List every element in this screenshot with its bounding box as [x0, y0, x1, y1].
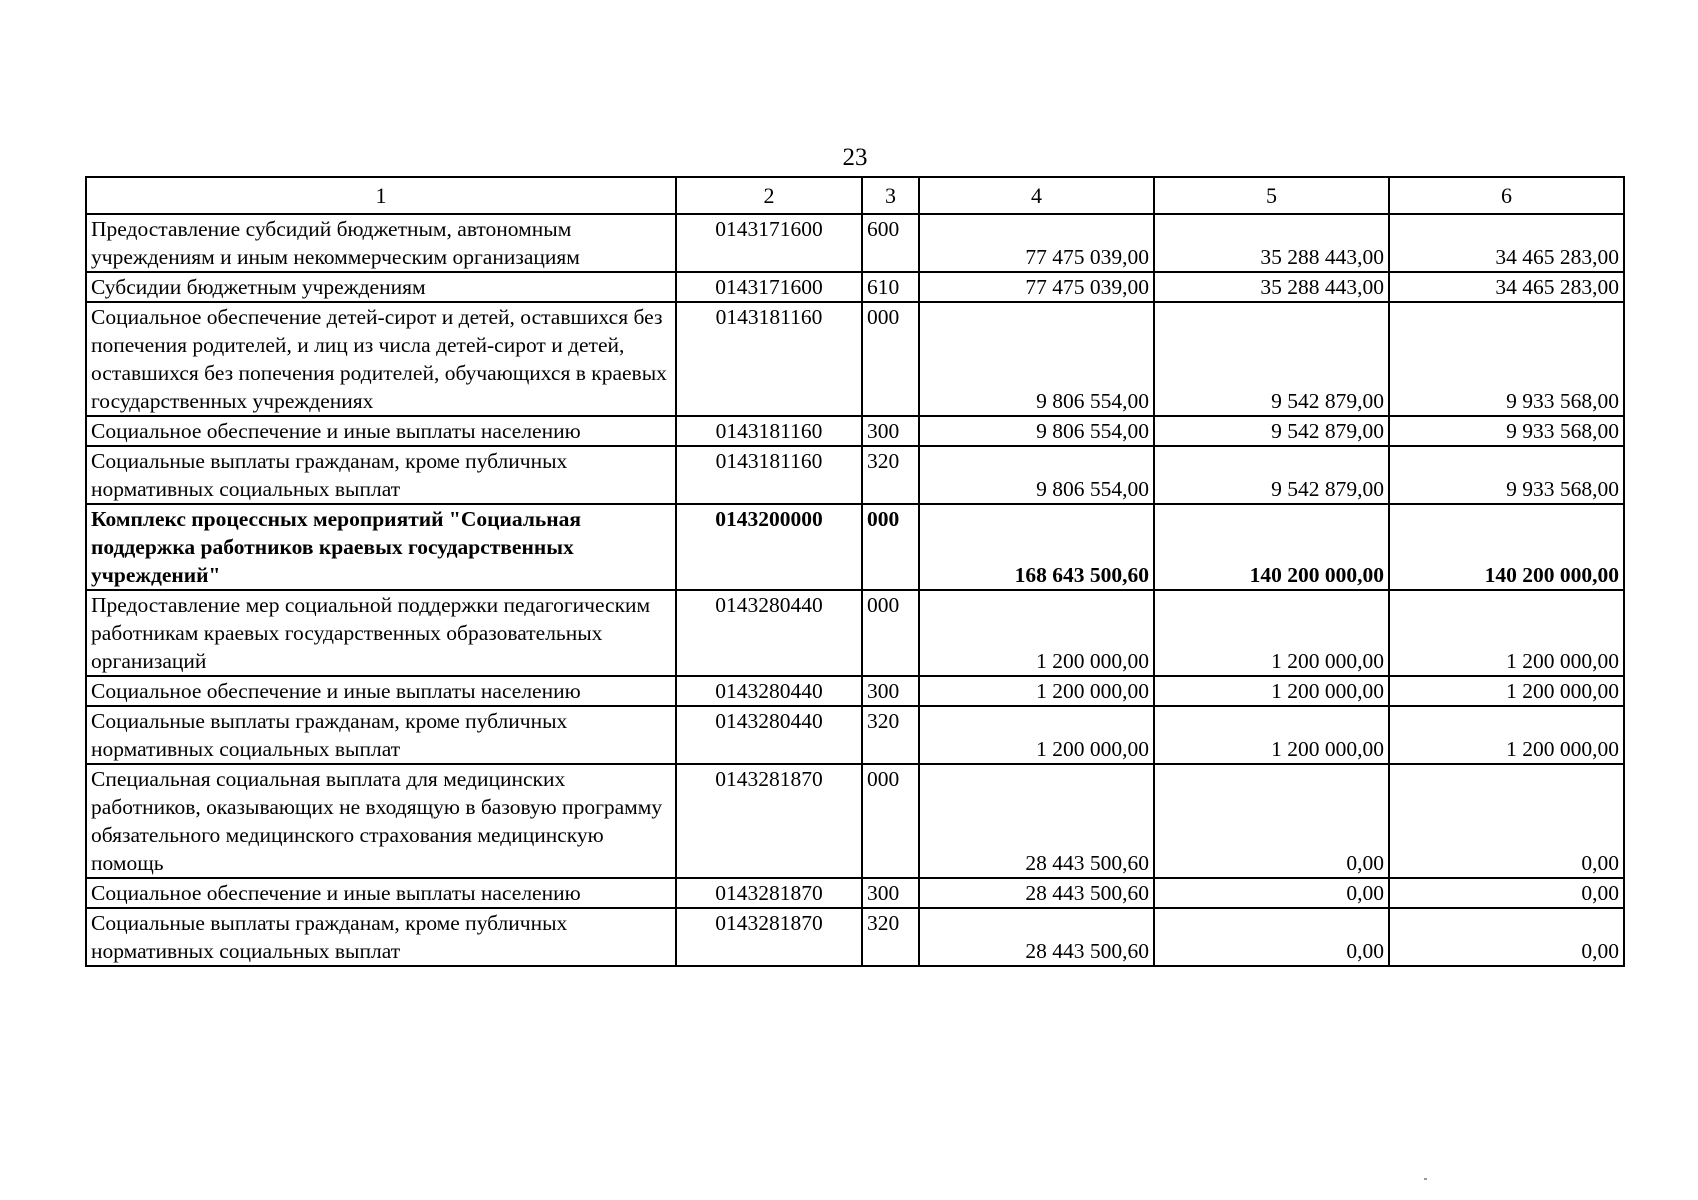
- table-row: [86, 878, 1624, 908]
- target-code-cell: 0143181160: [676, 416, 862, 446]
- amount-col5-cell: 0,00: [1154, 878, 1389, 908]
- expense-type-cell: 600: [862, 214, 919, 272]
- amount-col6-cell: 0,00: [1389, 878, 1624, 908]
- column-header-5: 5: [1154, 177, 1389, 214]
- expense-type-cell: 000: [862, 590, 919, 676]
- amount-col6-cell: 9 933 568,00: [1389, 446, 1624, 504]
- expense-type-cell: 610: [862, 272, 919, 302]
- table-row: [86, 706, 1624, 764]
- expense-type-cell: 000: [862, 302, 919, 416]
- column-header-6: 6: [1389, 177, 1624, 214]
- row-name-cell: Специальная социальная выплата для медицинских работников, оказывающих не входящую в базовую программу обязательного медицинского страхования медицинскую помощь: [86, 764, 676, 878]
- row-name-cell: Социальные выплаты гражданам, кроме публичных нормативных социальных выплат: [86, 706, 676, 764]
- target-code-cell: 0143200000: [676, 504, 862, 590]
- table-row: [86, 446, 1624, 504]
- amount-col4-cell: 1 200 000,00: [919, 590, 1154, 676]
- row-name-cell: Субсидии бюджетным учреждениям: [86, 272, 676, 302]
- target-code-cell: 0143171600: [676, 272, 862, 302]
- target-code-cell: 0143281870: [676, 764, 862, 878]
- column-header-2: 2: [676, 177, 862, 214]
- table-row: [86, 908, 1624, 966]
- budget-table: [85, 176, 1625, 967]
- target-code-cell: 0143281870: [676, 908, 862, 966]
- amount-col5-cell: 35 288 443,00: [1154, 272, 1389, 302]
- column-header-4: 4: [919, 177, 1154, 214]
- row-name-cell: Социальное обеспечение и иные выплаты населению: [86, 676, 676, 706]
- amount-col6-cell: 1 200 000,00: [1389, 706, 1624, 764]
- amount-col5-cell: 0,00: [1154, 908, 1389, 966]
- amount-col6-cell: 0,00: [1389, 764, 1624, 878]
- table-row: [86, 272, 1624, 302]
- amount-col6-cell: 34 465 283,00: [1389, 214, 1624, 272]
- amount-col4-cell: 1 200 000,00: [919, 676, 1154, 706]
- amount-col5-cell: 9 542 879,00: [1154, 416, 1389, 446]
- table-row: [86, 676, 1624, 706]
- expense-type-cell: 320: [862, 446, 919, 504]
- expense-type-cell: 320: [862, 908, 919, 966]
- target-code-cell: 0143280440: [676, 676, 862, 706]
- table-row: [86, 416, 1624, 446]
- row-name-cell: Предоставление субсидий бюджетным, автономным учреждениям и иным некоммерческим организациям: [86, 214, 676, 272]
- expense-type-cell: 300: [862, 878, 919, 908]
- row-name-cell: Социальные выплаты гражданам, кроме публичных нормативных социальных выплат: [86, 446, 676, 504]
- amount-col6-cell: 9 933 568,00: [1389, 416, 1624, 446]
- amount-col4-cell: 9 806 554,00: [919, 446, 1154, 504]
- expense-type-cell: 300: [862, 416, 919, 446]
- scan-speck: [1424, 1178, 1427, 1180]
- target-code-cell: 0143171600: [676, 214, 862, 272]
- amount-col6-cell: 1 200 000,00: [1389, 590, 1624, 676]
- amount-col4-cell: 9 806 554,00: [919, 416, 1154, 446]
- target-code-cell: 0143280440: [676, 706, 862, 764]
- table-row: [86, 214, 1624, 272]
- row-name-cell: Социальное обеспечение и иные выплаты населению: [86, 878, 676, 908]
- table-row: [86, 504, 1624, 590]
- table-row: [86, 764, 1624, 878]
- amount-col5-cell: 0,00: [1154, 764, 1389, 878]
- row-name-cell: Предоставление мер социальной поддержки педагогическим работникам краевых государственных образовательных организаций: [86, 590, 676, 676]
- amount-col5-cell: 9 542 879,00: [1154, 446, 1389, 504]
- row-name-cell: Социальное обеспечение и иные выплаты населению: [86, 416, 676, 446]
- amount-col5-cell: 35 288 443,00: [1154, 214, 1389, 272]
- amount-col4-cell: 28 443 500,60: [919, 764, 1154, 878]
- amount-col4-cell: 28 443 500,60: [919, 908, 1154, 966]
- table-row: [86, 302, 1624, 416]
- row-name-cell: Комплекс процессных мероприятий "Социальная поддержка работников краевых государственных учреждений": [86, 504, 676, 590]
- expense-type-cell: 000: [862, 764, 919, 878]
- column-header-1: 1: [86, 177, 676, 214]
- amount-col6-cell: 1 200 000,00: [1389, 676, 1624, 706]
- amount-col5-cell: 140 200 000,00: [1154, 504, 1389, 590]
- target-code-cell: 0143281870: [676, 878, 862, 908]
- expense-type-cell: 300: [862, 676, 919, 706]
- row-name-cell: Социальное обеспечение детей-сирот и детей, оставшихся без попечения родителей, и лиц из числа детей-сирот и детей, оставшихся без попечения родителей, обучающихся в краевых государственных учреждениях: [86, 302, 676, 416]
- target-code-cell: 0143280440: [676, 590, 862, 676]
- amount-col4-cell: 1 200 000,00: [919, 706, 1154, 764]
- target-code-cell: 0143181160: [676, 446, 862, 504]
- amount-col4-cell: 168 643 500,60: [919, 504, 1154, 590]
- row-name-cell: Социальные выплаты гражданам, кроме публичных нормативных социальных выплат: [86, 908, 676, 966]
- amount-col6-cell: 34 465 283,00: [1389, 272, 1624, 302]
- column-header-3: 3: [862, 177, 919, 214]
- amount-col6-cell: 140 200 000,00: [1389, 504, 1624, 590]
- table-body: [86, 214, 1624, 966]
- amount-col4-cell: 77 475 039,00: [919, 214, 1154, 272]
- expense-type-cell: 000: [862, 504, 919, 590]
- amount-col4-cell: 77 475 039,00: [919, 272, 1154, 302]
- amount-col5-cell: 1 200 000,00: [1154, 590, 1389, 676]
- amount-col5-cell: 9 542 879,00: [1154, 302, 1389, 416]
- target-code-cell: 0143181160: [676, 302, 862, 416]
- amount-col4-cell: 9 806 554,00: [919, 302, 1154, 416]
- amount-col4-cell: 28 443 500,60: [919, 878, 1154, 908]
- page-number: 23: [842, 144, 868, 171]
- table-row: [86, 590, 1624, 676]
- amount-col5-cell: 1 200 000,00: [1154, 676, 1389, 706]
- expense-type-cell: 320: [862, 706, 919, 764]
- amount-col6-cell: 0,00: [1389, 908, 1624, 966]
- amount-col5-cell: 1 200 000,00: [1154, 706, 1389, 764]
- table-header-row: [86, 177, 1624, 214]
- amount-col6-cell: 9 933 568,00: [1389, 302, 1624, 416]
